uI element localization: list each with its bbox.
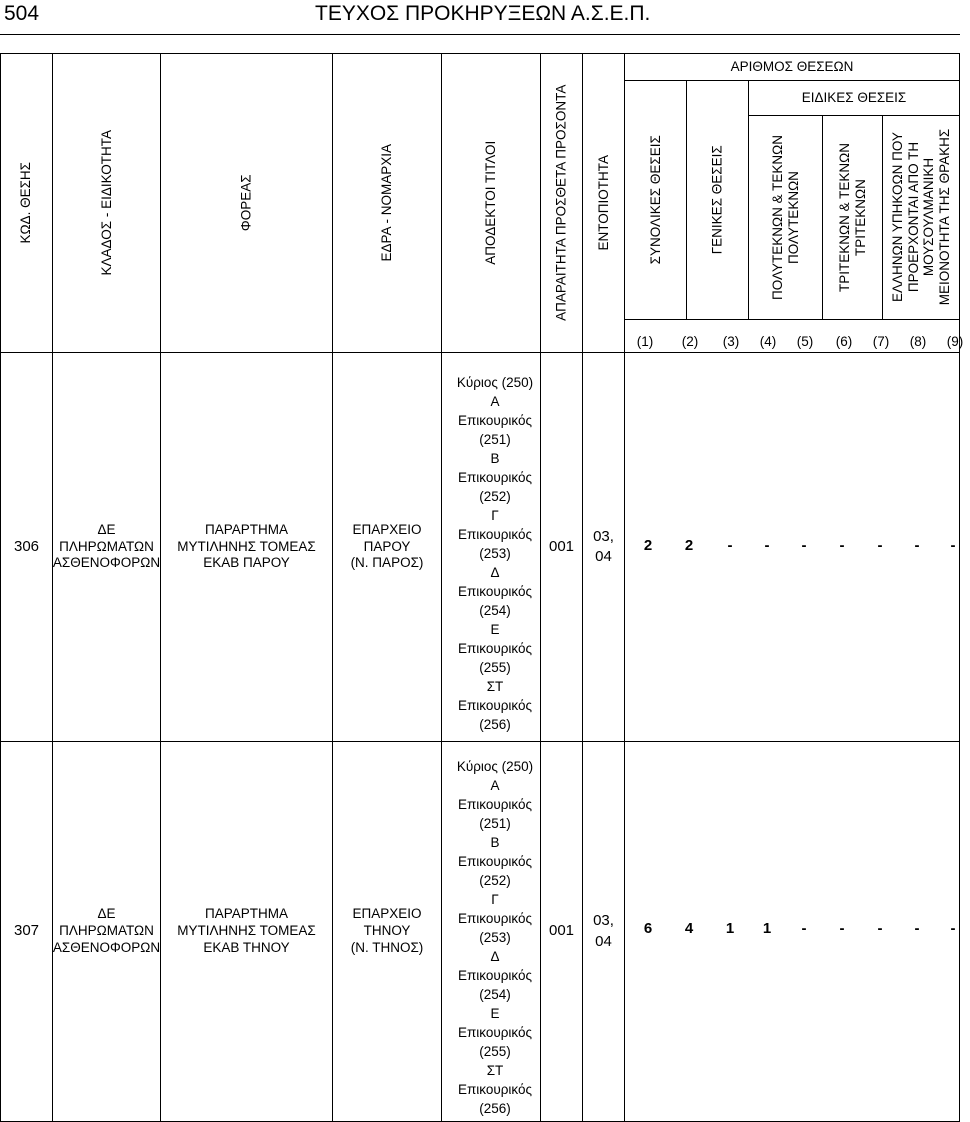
col-number: (8) xyxy=(909,334,927,349)
count-cell: - xyxy=(877,537,883,554)
col-seat-header: ΕΔΡΑ - ΝΟΜΑΡΧΙΑ xyxy=(379,144,395,262)
count-cell: 1 xyxy=(725,920,735,937)
col-three-children-header: ΤΡΙΤΕΚΝΩΝ & ΤΕΚΝΩΝ ΤΡΙΤΕΚΝΩΝ xyxy=(836,143,868,292)
col-general-header: ΓΕΝΙΚΕΣ ΘΕΣΕΙΣ xyxy=(709,145,725,255)
row-code: 306 xyxy=(13,537,40,555)
row-code: 307 xyxy=(13,922,40,940)
col-number: (5) xyxy=(796,334,814,349)
col-locality-header: ΕΝΤΟΠΙΟΤΗΤΑ xyxy=(595,155,611,251)
count-cell: - xyxy=(727,537,733,554)
degree-item: Α Επικουρικός (251) xyxy=(457,778,533,831)
count-cell: 4 xyxy=(684,920,694,937)
count-cell: - xyxy=(914,537,920,554)
col-number: (7) xyxy=(872,334,890,349)
col-total-header: ΣΥΝΟΛΙΚΕΣ ΘΕΣΕΙΣ xyxy=(647,135,663,265)
row-locality: 03, 04 xyxy=(593,527,614,565)
row-required: 001 xyxy=(548,922,575,940)
row-seat: ΕΠΑΡΧΕΙΟ ΠΑΡΟΥ (Ν. ΠΑΡΟΣ) xyxy=(350,521,424,571)
degree-item: Κύριος (250) xyxy=(456,759,534,774)
count-cell: - xyxy=(801,537,807,554)
col-number: (6) xyxy=(835,334,853,349)
positions-header: ΑΡΙΘΜΟΣ ΘΕΣΕΩΝ xyxy=(730,58,854,74)
col-agency-header: ΦΟΡΕΑΣ xyxy=(238,174,254,232)
count-cell: - xyxy=(801,920,807,937)
col-number: (9) xyxy=(946,334,964,349)
row-locality: 03, 04 xyxy=(593,912,614,950)
degree-item: Ε Επικουρικός (255) xyxy=(457,1006,533,1059)
col-degrees-header: ΑΠΟΔΕΚΤΟΙ ΤΙΤΛΟΙ xyxy=(483,140,499,265)
col-minority-header: ΕΛΛΗΝΩΝ ΥΠΗΚΟΩΝ ΠΟΥ ΠΡΟΕΡΧΟΝΤΑΙ ΑΠΟ ΤΗ ΜΟΥΣΟΥΛΜΑΝΙΚΗ ΜΕΙΟΝΟΤΗΤΑ ΤΗΣ ΘΡΑΚΗΣ xyxy=(889,129,952,306)
degree-item: Γ Επικουρικός (253) xyxy=(457,508,533,561)
count-cell: 2 xyxy=(643,537,653,554)
col-number: (3) xyxy=(722,334,740,349)
degree-item: ΣΤ Επικουρικός (256) xyxy=(457,1063,533,1116)
row-branch: ΔΕ ΠΛΗΡΩΜΑΤΩΝ ΑΣΘΕΝΟΦΟΡΩΝ xyxy=(52,521,161,571)
row-agency: ΠΑΡΑΡΤΗΜΑ ΜΥΤΙΛΗΝΗΣ ΤΟΜΕΑΣ ΕΚΑΒ ΠΑΡΟΥ xyxy=(177,521,316,571)
page-title: ΤΕΥΧΟΣ ΠΡΟΚΗΡΥΞΕΩΝ Α.Σ.Ε.Π. xyxy=(315,2,651,25)
row-degrees xyxy=(450,757,540,1118)
row-degrees xyxy=(450,373,540,734)
col-code-header: ΚΩΔ. ΘΕΣΗΣ xyxy=(18,162,34,244)
col-number: (2) xyxy=(681,334,699,349)
degree-item: Α Επικουρικός (251) xyxy=(457,394,533,447)
count-cell: 6 xyxy=(643,920,653,937)
col-branch-header: ΚΛΑΔΟΣ - ΕΙΔΙΚΟΤΗΤΑ xyxy=(98,130,114,276)
degree-item: Β Επικουρικός (252) xyxy=(457,835,533,888)
count-cell: - xyxy=(839,920,845,937)
count-cell: - xyxy=(914,920,920,937)
col-large-family-header: ΠΟΛΥΤΕΚΝΩΝ & ΤΕΚΝΩΝ ΠΟΛΥΤΕΚΝΩΝ xyxy=(769,135,801,300)
count-cell: - xyxy=(877,920,883,937)
row-required: 001 xyxy=(548,537,575,555)
page-number: 504 xyxy=(4,2,40,25)
row-seat: ΕΠΑΡΧΕΙΟ ΤΗΝΟΥ (Ν. ΤΗΝΟΣ) xyxy=(350,906,424,955)
degree-item: Β Επικουρικός (252) xyxy=(457,451,533,504)
count-cell: - xyxy=(764,537,770,554)
col-required-header: ΑΠΑΡΑΙΤΗΤΑ ΠΡΟΣΘΕΤΑ ΠΡΟΣΟΝΤΑ xyxy=(553,84,569,322)
row-agency: ΠΑΡΑΡΤΗΜΑ ΜΥΤΙΛΗΝΗΣ ΤΟΜΕΑΣ ΕΚΑΒ ΤΗΝΟΥ xyxy=(177,906,316,955)
header-rule xyxy=(0,34,960,35)
col-number: (4) xyxy=(759,334,777,349)
count-cell: - xyxy=(950,537,956,554)
count-cell: 2 xyxy=(684,537,694,554)
count-cell: - xyxy=(839,537,845,554)
count-cell: - xyxy=(950,920,956,937)
degree-item: Ε Επικουρικός (255) xyxy=(457,622,533,675)
degree-item: ΣΤ Επικουρικός (256) xyxy=(457,679,533,732)
degree-item: Γ Επικουρικός (253) xyxy=(457,892,533,945)
degree-item: Δ Επικουρικός (254) xyxy=(457,565,533,618)
col-number: (1) xyxy=(636,334,654,349)
degree-item: Κύριος (250) xyxy=(456,375,534,390)
degree-item: Δ Επικουρικός (254) xyxy=(457,949,533,1002)
count-cell: 1 xyxy=(762,920,772,937)
special-header: ΕΙΔΙΚΕΣ ΘΕΣΕΙΣ xyxy=(801,89,907,105)
row-branch: ΔΕ ΠΛΗΡΩΜΑΤΩΝ ΑΣΘΕΝΟΦΟΡΩΝ xyxy=(52,906,161,955)
